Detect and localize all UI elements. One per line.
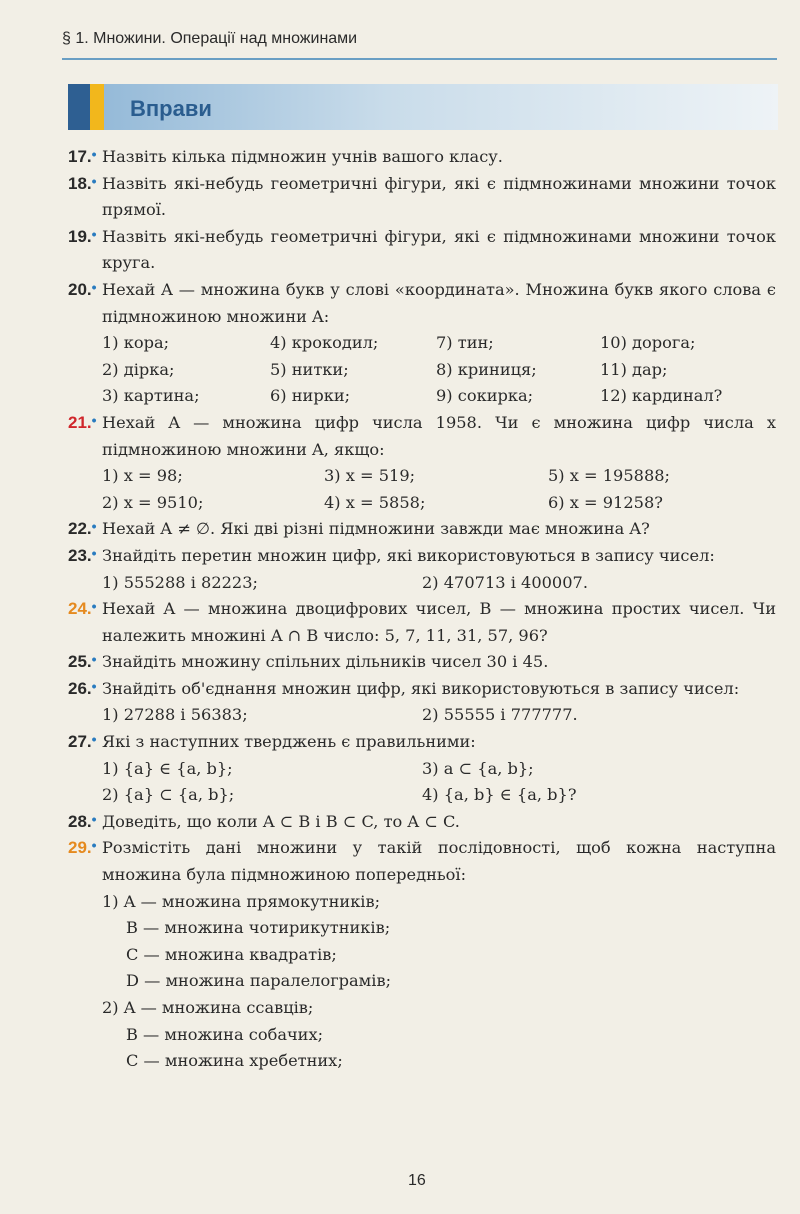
exercise-text: Назвіть які-небудь геометричні фігури, які є підмножинами множини точок прямої.	[102, 173, 776, 220]
option: 9) сокирка;	[436, 386, 534, 406]
option: 5) нитки;	[270, 359, 349, 379]
exercise-number: 25.•	[68, 651, 97, 672]
exercise-number: 22.•	[68, 518, 97, 539]
set-list-line: 1) A — множина прямокутників;	[102, 891, 381, 911]
section-title: Вправи	[130, 96, 212, 121]
option: 2) 470713 і 400007.	[422, 572, 588, 592]
exercise-18	[68, 171, 776, 224]
option: 1) {a} ∈ {a, b};	[102, 758, 233, 778]
answer-options	[102, 702, 776, 729]
option: 1) x = 98;	[102, 466, 183, 486]
set-list-line: C — множина квадратів;	[126, 944, 337, 964]
exercise-26	[68, 676, 776, 729]
section-marker-icon	[68, 84, 112, 130]
exercise-23	[68, 543, 776, 596]
exercise-number: 26.•	[68, 677, 97, 698]
option: 5) x = 195888;	[548, 466, 670, 486]
option: 3) x = 519;	[324, 466, 416, 486]
exercise-number: 24.•	[68, 598, 97, 619]
exercise-20	[68, 277, 776, 410]
set-list-line: D — множина паралелограмів;	[126, 971, 392, 991]
option: 1) кора;	[102, 333, 170, 353]
option: 4) крокодил;	[270, 333, 379, 353]
option: 3) a ⊂ {a, b};	[422, 758, 534, 778]
option: 7) тин;	[436, 333, 494, 353]
exercise-number: 27.•	[68, 731, 97, 752]
page-number: 16	[408, 1172, 426, 1189]
exercise-19	[68, 224, 776, 277]
option: 6) x = 91258?	[548, 492, 663, 512]
option: 1) 27288 і 56383;	[102, 705, 248, 725]
exercise-number: 29.•	[68, 837, 97, 858]
exercise-text: Нехай A — множина букв у слові «координата». Множина букв якого слова є підмножиною множини A:	[102, 279, 776, 326]
exercise-text: Доведіть, що коли A ⊂ B і B ⊂ C, то A ⊂ C.	[102, 811, 460, 831]
exercise-number: 20.•	[68, 278, 97, 299]
exercise-list	[68, 144, 776, 1075]
exercise-27	[68, 729, 776, 809]
option: 4) {a, b} ∈ {a, b}?	[422, 785, 577, 805]
set-list-line: B — множина чотирикутників;	[126, 918, 391, 938]
exercise-text: Які з наступних тверджень є правильними:	[102, 732, 476, 752]
exercise-25	[68, 649, 776, 676]
exercise-text: Назвіть які-небудь геометричні фігури, які є підмножинами множини точок круга.	[102, 226, 776, 273]
exercise-text: Назвіть кілька підмножин учнів вашого класу.	[102, 147, 503, 166]
answer-options	[102, 570, 776, 597]
exercise-22	[68, 516, 776, 543]
exercise-number: 23.•	[68, 544, 97, 565]
exercise-text: Знайдіть множину спільних дільників чисел 30 і 45.	[102, 652, 549, 672]
set-list-line: B — множина собачих;	[126, 1024, 324, 1044]
exercise-number: 21.•	[68, 411, 97, 432]
exercise-text: Розмістіть дані множини у такій послідовності, щоб кожна наступна множина була підмножиною попередньої:	[102, 838, 776, 885]
answer-options	[102, 463, 776, 516]
exercise-text: Знайдіть перетин множин цифр, які використовуються в запису чисел:	[102, 545, 715, 565]
exercise-24	[68, 596, 776, 649]
exercise-number: 28.•	[68, 810, 97, 831]
page-header: § 1. Множини. Операції над множинами	[62, 30, 358, 47]
option: 2) дірка;	[102, 359, 175, 379]
answer-options	[102, 756, 776, 809]
option: 2) 55555 і 777777.	[422, 705, 578, 725]
option: 4) x = 5858;	[324, 492, 426, 512]
exercise-text: Знайдіть об'єднання множин цифр, які використовуються в запису чисел:	[102, 678, 740, 698]
exercise-number: 18.•	[68, 172, 97, 193]
exercise-17	[68, 144, 776, 171]
exercise-28	[68, 809, 776, 836]
option: 11) дар;	[600, 359, 668, 379]
set-list-line: C — множина хребетних;	[126, 1051, 343, 1071]
header-rule	[62, 58, 777, 60]
option: 8) криниця;	[436, 359, 537, 379]
set-list-line: 2) A — множина ссавців;	[102, 998, 314, 1017]
exercise-text: Нехай A — множина цифр числа 1958. Чи є множина цифр числа x підмножиною множини A, якщо:	[102, 412, 776, 459]
answer-options	[102, 330, 776, 410]
exercise-text: Нехай A ≠ ∅. Які дві різні підмножини завжди має множина A?	[102, 519, 650, 539]
exercise-number: 17.•	[68, 146, 97, 166]
option: 6) нирки;	[270, 386, 351, 406]
option: 3) картина;	[102, 386, 200, 406]
exercise-text: Нехай A — множина двоцифрових чисел, B — множина простих чисел. Чи належить множині A ∩ B число: 5, 7, 11, 31, 57, 96?	[102, 599, 776, 645]
exercise-29	[68, 835, 776, 1074]
option: 2) x = 9510;	[102, 492, 204, 512]
option: 10) дорога;	[600, 333, 696, 353]
option: 1) 555288 і 82223;	[102, 572, 258, 592]
option: 2) {a} ⊂ {a, b};	[102, 785, 235, 805]
exercise-21	[68, 410, 776, 516]
exercise-number: 19.•	[68, 225, 97, 246]
option: 12) кардинал?	[600, 386, 723, 406]
